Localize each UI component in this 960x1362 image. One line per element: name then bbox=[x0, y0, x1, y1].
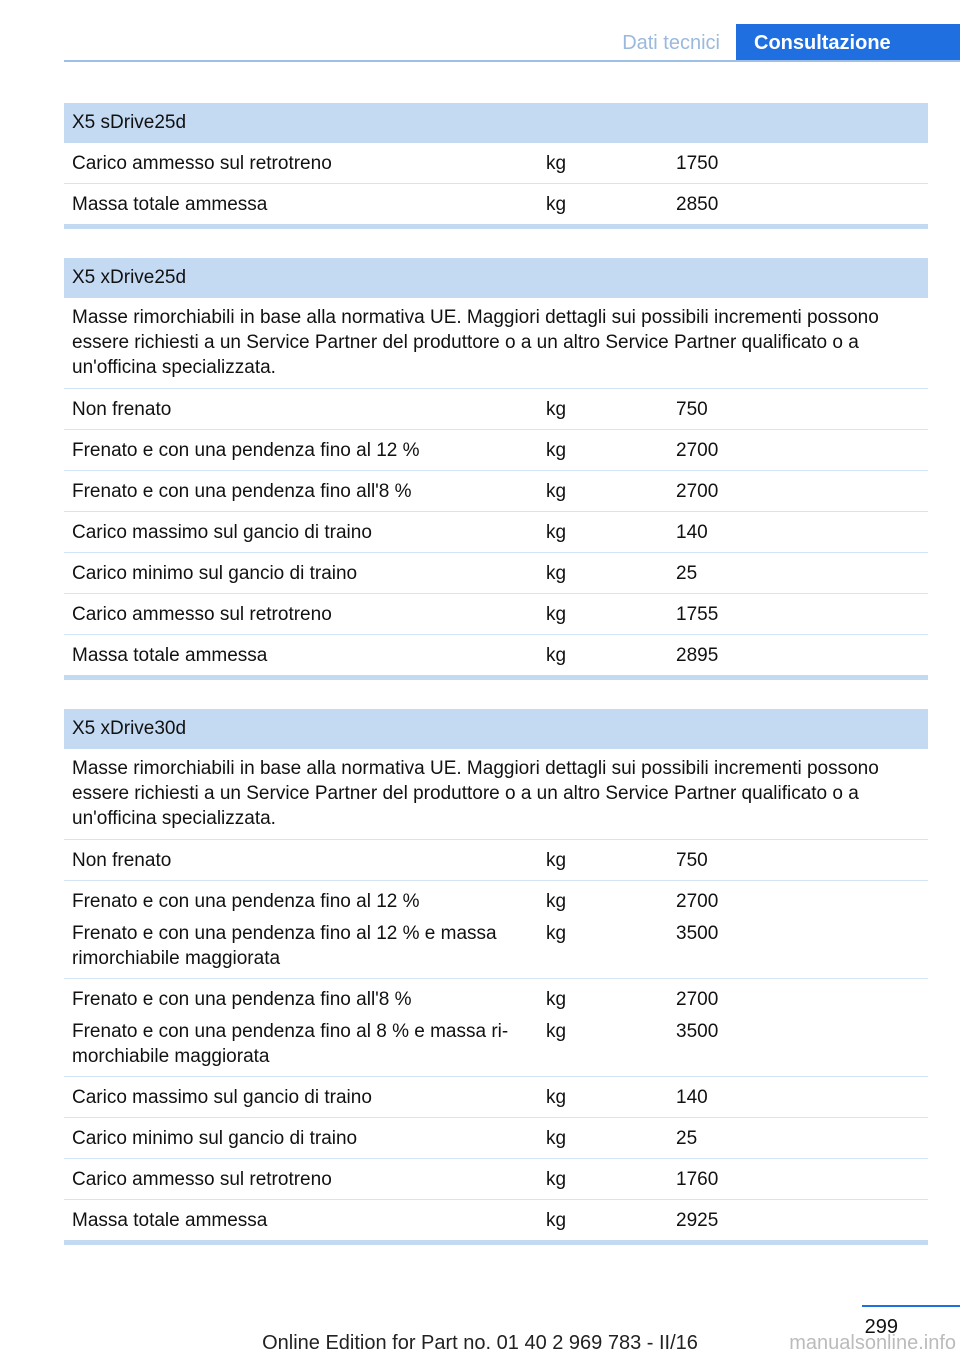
row-value: 750 bbox=[668, 389, 928, 430]
row-value-cell bbox=[668, 881, 928, 979]
table-title: X5 xDrive30d bbox=[64, 709, 928, 749]
row-label: Carico minimo sul gancio di traino bbox=[64, 553, 538, 594]
row-label: Massa totale ammessa bbox=[64, 1200, 538, 1243]
table-row bbox=[64, 389, 928, 430]
row-unit: kg bbox=[538, 143, 668, 184]
table-note: Masse rimorchiabili in base alla normativa UE. Maggiori dettagli sui possibili incrementi possono essere richiesti a un Service Partner del produttore o a un altro Service Partner qualificato o a un'officina specializzata. bbox=[64, 749, 928, 840]
row-unit: kg bbox=[546, 989, 567, 1010]
row-value: 750 bbox=[668, 840, 928, 881]
row-label: Carico ammesso sul retrotreno bbox=[64, 143, 538, 184]
chapter-tab[interactable]: Consultazione bbox=[736, 24, 960, 62]
row-label: Frenato e con una pendenza fino al 12 % bbox=[64, 430, 538, 471]
row-label-cell bbox=[64, 881, 538, 979]
row-unit: kg bbox=[538, 471, 668, 512]
table-row bbox=[64, 553, 928, 594]
row-value: 2895 bbox=[668, 635, 928, 678]
table-row bbox=[64, 881, 928, 979]
row-value: 2700 bbox=[668, 430, 928, 471]
spec-tables bbox=[64, 103, 928, 1274]
row-value: 140 bbox=[668, 512, 928, 553]
table-row bbox=[64, 594, 928, 635]
row-label: Carico massimo sul gancio di traino bbox=[64, 512, 538, 553]
row-unit: kg bbox=[538, 1159, 668, 1200]
row-unit-cell bbox=[538, 881, 668, 979]
table-title: X5 xDrive25d bbox=[64, 258, 928, 298]
row-value: 2700 bbox=[676, 989, 719, 1010]
table-row bbox=[64, 1118, 928, 1159]
row-unit-alt: kg bbox=[546, 923, 567, 944]
table-title: X5 sDrive25d bbox=[64, 103, 928, 143]
row-label: Carico ammesso sul retrotreno bbox=[64, 594, 538, 635]
table-row bbox=[64, 184, 928, 227]
row-unit: kg bbox=[538, 512, 668, 553]
row-value: 1755 bbox=[668, 594, 928, 635]
edition-line: Online Edition for Part no. 01 40 2 969 783 - II/16 bbox=[262, 1332, 698, 1354]
row-label: Carico ammesso sul retrotreno bbox=[64, 1159, 538, 1200]
row-unit-alt: kg bbox=[546, 1021, 567, 1042]
row-label: Frenato e con una pendenza fino al 12 % bbox=[72, 891, 420, 912]
page-header bbox=[0, 24, 960, 62]
row-value-cell bbox=[668, 979, 928, 1077]
row-value: 2925 bbox=[668, 1200, 928, 1243]
row-label: Carico massimo sul gancio di traino bbox=[64, 1077, 538, 1118]
row-unit-cell bbox=[538, 979, 668, 1077]
row-unit: kg bbox=[538, 430, 668, 471]
row-label-alt: Frenato e con una pendenza fino al 12 % e massa rimorchiabile maggiorata bbox=[72, 923, 497, 969]
row-label-alt: Frenato e con una pendenza fino al 8 % e massa ri-morchiabile maggiorata bbox=[72, 1021, 509, 1067]
row-unit: kg bbox=[538, 840, 668, 881]
row-value: 25 bbox=[668, 553, 928, 594]
table-row bbox=[64, 430, 928, 471]
row-unit: kg bbox=[538, 184, 668, 227]
row-label: Massa totale ammessa bbox=[64, 184, 538, 227]
row-value: 2700 bbox=[668, 471, 928, 512]
row-label-cell bbox=[64, 979, 538, 1077]
row-label: Frenato e con una pendenza fino all'8 % bbox=[64, 471, 538, 512]
section-tab[interactable]: Dati tecnici bbox=[622, 32, 720, 54]
watermark: manualsonline.info bbox=[789, 1332, 956, 1354]
row-label: Massa totale ammessa bbox=[64, 635, 538, 678]
row-unit: kg bbox=[538, 389, 668, 430]
row-label: Carico minimo sul gancio di traino bbox=[64, 1118, 538, 1159]
row-unit: kg bbox=[546, 891, 567, 912]
table-row bbox=[64, 1159, 928, 1200]
table-row bbox=[64, 1077, 928, 1118]
row-value: 2700 bbox=[676, 891, 719, 912]
row-value: 1760 bbox=[668, 1159, 928, 1200]
row-value: 1750 bbox=[668, 143, 928, 184]
table-row bbox=[64, 471, 928, 512]
row-value: 25 bbox=[668, 1118, 928, 1159]
spec-table-xdrive30d bbox=[64, 709, 928, 1245]
row-unit: kg bbox=[538, 1118, 668, 1159]
row-value-alt: 3500 bbox=[676, 1021, 719, 1042]
row-unit: kg bbox=[538, 1200, 668, 1243]
row-unit: kg bbox=[538, 635, 668, 678]
row-label: Non frenato bbox=[64, 389, 538, 430]
table-row bbox=[64, 512, 928, 553]
row-value-alt: 3500 bbox=[676, 923, 719, 944]
table-note-row bbox=[64, 749, 928, 840]
row-value: 2850 bbox=[668, 184, 928, 227]
table-row bbox=[64, 979, 928, 1077]
table-note-row bbox=[64, 298, 928, 389]
row-label: Non frenato bbox=[64, 840, 538, 881]
row-label: Frenato e con una pendenza fino all'8 % bbox=[72, 989, 412, 1010]
row-unit: kg bbox=[538, 594, 668, 635]
table-row bbox=[64, 1200, 928, 1243]
row-value: 140 bbox=[668, 1077, 928, 1118]
spec-table-xdrive25d bbox=[64, 258, 928, 680]
footer-divider bbox=[862, 1305, 960, 1307]
header-divider bbox=[64, 60, 960, 62]
table-row bbox=[64, 635, 928, 678]
table-row bbox=[64, 840, 928, 881]
page-number: 299 bbox=[864, 1316, 898, 1338]
table-note: Masse rimorchiabili in base alla normativa UE. Maggiori dettagli sui possibili incrementi possono essere richiesti a un Service Partner del produttore o a un altro Service Partner qualificato o a un'officina specializzata. bbox=[64, 298, 928, 389]
table-row bbox=[64, 143, 928, 184]
row-unit: kg bbox=[538, 1077, 668, 1118]
spec-table-sdrive25d bbox=[64, 103, 928, 229]
row-unit: kg bbox=[538, 553, 668, 594]
